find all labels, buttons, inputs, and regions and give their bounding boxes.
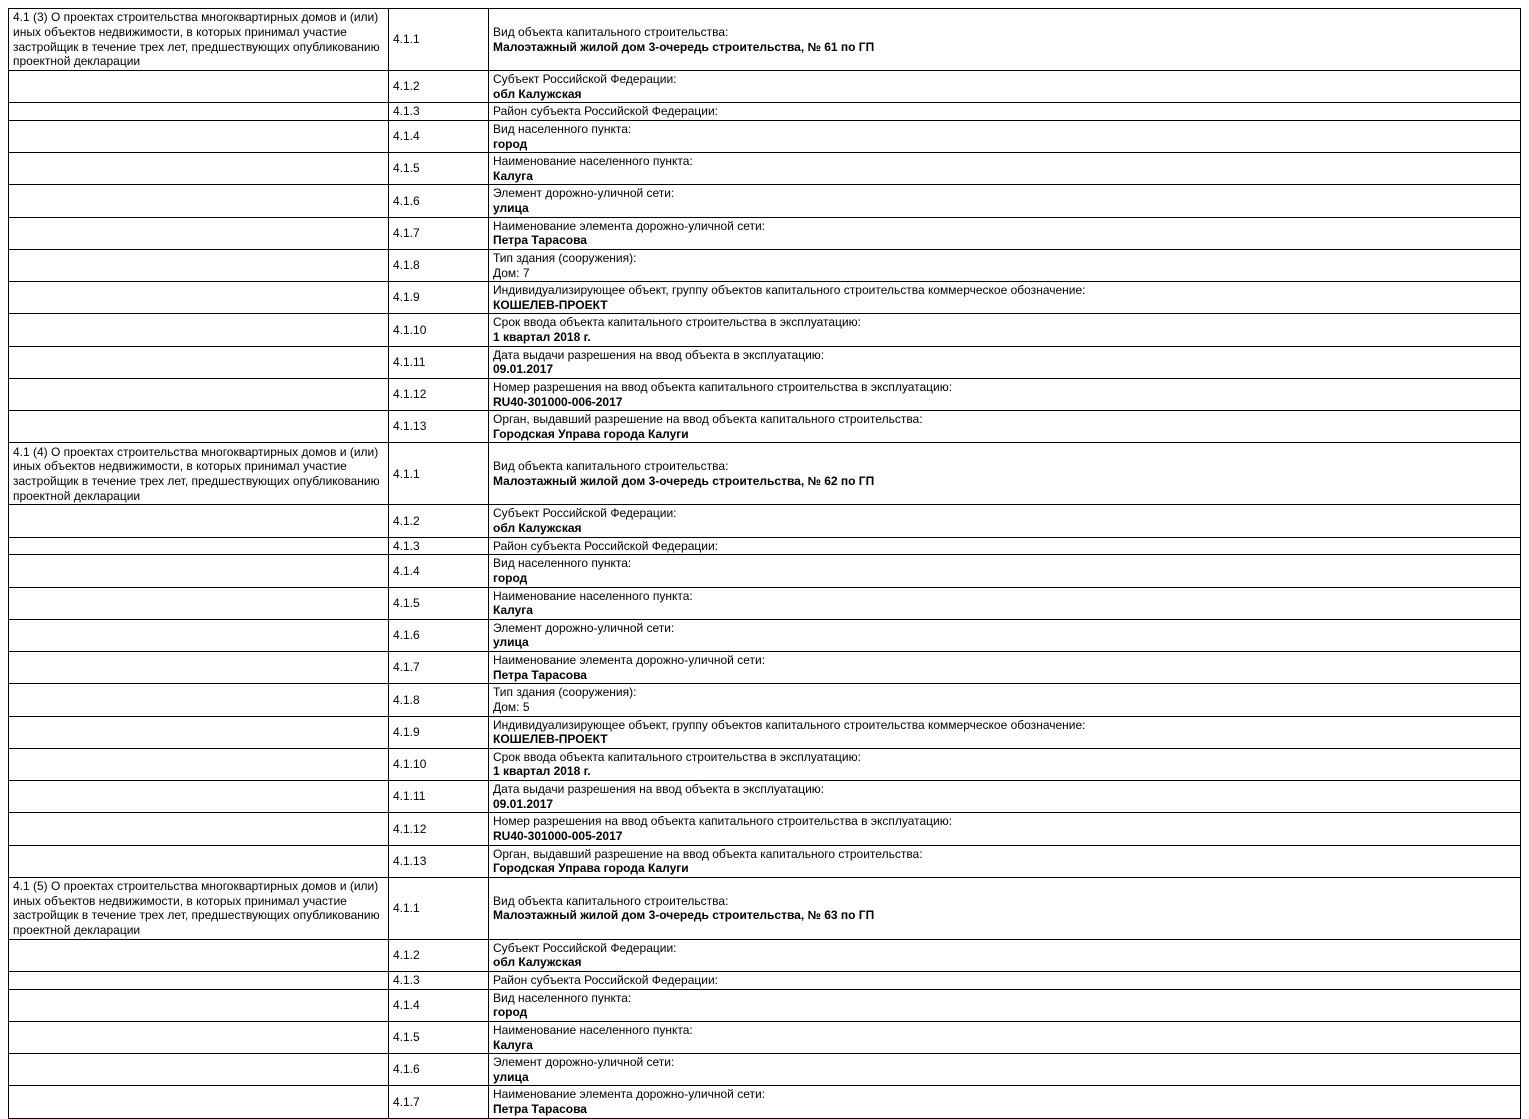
table-row: [9, 619, 1521, 651]
declaration-table: [8, 8, 1521, 1119]
field-label: Район субъекта Российской Федерации:: [493, 538, 718, 553]
row-content-cell: [489, 1086, 1521, 1118]
row-content-cell: [489, 71, 1521, 103]
row-content-cell: [489, 587, 1521, 619]
row-content-cell: [489, 972, 1521, 990]
empty-description-cell: [9, 185, 389, 217]
field-label: Дата выдачи разрешения на ввод объекта в эксплуатацию:: [493, 782, 825, 796]
field-value: 09.01.2017: [493, 362, 554, 377]
empty-description-cell: [9, 972, 389, 990]
field-label: Субъект Российской Федерации:: [493, 940, 677, 955]
table-row: [9, 877, 1521, 939]
empty-description-cell: [9, 1086, 389, 1118]
field-value: улица: [493, 1069, 529, 1084]
row-content-cell: [489, 346, 1521, 378]
table-row: [9, 185, 1521, 217]
row-content-cell: [489, 813, 1521, 845]
row-content-cell: [489, 537, 1521, 555]
table-row: [9, 314, 1521, 346]
field-label: Срок ввода объекта капитального строительства в эксплуатацию:: [493, 315, 861, 330]
field-value: Малоэтажный жилой дом 3-очередь строительства, № 61 по ГП: [493, 39, 875, 54]
field-value: Малоэтажный жилой дом 3-очередь строительства, № 62 по ГП: [493, 473, 875, 488]
row-content-cell: [489, 185, 1521, 217]
field-label: Наименование элемента дорожно-уличной сети:: [493, 218, 766, 233]
row-number-cell: 4.1.9: [389, 282, 489, 314]
table-row: [9, 153, 1521, 185]
field-label: Наименование населенного пункта:: [493, 588, 693, 603]
row-content-cell: [489, 103, 1521, 121]
field-label: Вид объекта капитального строительства:: [493, 24, 729, 39]
row-number-cell: 4.1.3: [389, 537, 489, 555]
table-row: [9, 443, 1521, 505]
empty-description-cell: [9, 346, 389, 378]
row-content-cell: [489, 877, 1521, 939]
field-value: Калуга: [493, 1037, 533, 1052]
row-number-cell: 4.1.7: [389, 217, 489, 249]
field-value: обл Калужская: [493, 86, 582, 101]
empty-description-cell: [9, 845, 389, 877]
empty-description-cell: [9, 249, 389, 281]
field-value: Петра Тарасова: [493, 667, 587, 682]
row-content-cell: [489, 443, 1521, 505]
field-label: Вид объекта капитального строительства:: [493, 459, 729, 474]
field-value: Петра Тарасова: [493, 233, 587, 248]
field-value: 1 квартал 2018 г.: [493, 330, 591, 344]
row-content-cell: [489, 249, 1521, 281]
field-label: Тип здания (сооружения):: [493, 250, 637, 265]
table-row: [9, 972, 1521, 990]
row-number-cell: 4.1.12: [389, 378, 489, 410]
row-content-cell: [489, 378, 1521, 410]
empty-description-cell: [9, 1054, 389, 1086]
field-value: RU40-301000-005-2017: [493, 828, 623, 843]
field-value: обл Калужская: [493, 521, 582, 535]
table-row: [9, 378, 1521, 410]
field-label: Орган, выдавший разрешение на ввод объекта капитального строительства:: [493, 412, 923, 427]
table-row: [9, 71, 1521, 103]
row-content-cell: [489, 619, 1521, 651]
field-value: улица: [493, 635, 529, 650]
section-description-cell: [9, 877, 389, 939]
table-row: [9, 716, 1521, 748]
field-label: Элемент дорожно-уличной сети:: [493, 186, 675, 201]
empty-description-cell: [9, 71, 389, 103]
row-number-cell: 4.1.5: [389, 153, 489, 185]
table-row: [9, 1086, 1521, 1118]
row-number-cell: 4.1.2: [389, 71, 489, 103]
table-row: [9, 684, 1521, 716]
row-number-cell: 4.1.1: [389, 443, 489, 505]
field-value: Калуга: [493, 168, 533, 183]
row-number-cell: 4.1.3: [389, 103, 489, 121]
table-row: [9, 652, 1521, 684]
field-label: Вид населенного пункта:: [493, 990, 632, 1005]
row-number-cell: 4.1.1: [389, 9, 489, 71]
field-label: Элемент дорожно-уличной сети:: [493, 620, 675, 635]
table-row: [9, 813, 1521, 845]
field-value: Городская Управа города Калуги: [493, 426, 689, 441]
section-description-cell: [9, 9, 389, 71]
field-label: Вид населенного пункта:: [493, 556, 632, 571]
row-number-cell: 4.1.13: [389, 411, 489, 443]
row-content-cell: [489, 217, 1521, 249]
row-number-cell: 4.1.12: [389, 813, 489, 845]
field-value: обл Калужская: [493, 955, 582, 970]
section-description-cell: [9, 443, 389, 505]
row-number-cell: 4.1.11: [389, 346, 489, 378]
field-value: 09.01.2017: [493, 796, 554, 811]
field-value: КОШЕЛЕВ-ПРОЕКТ: [493, 297, 608, 312]
table-row: [9, 989, 1521, 1021]
table-row: [9, 1021, 1521, 1053]
empty-description-cell: [9, 103, 389, 121]
row-number-cell: 4.1.10: [389, 748, 489, 780]
row-number-cell: 4.1.6: [389, 185, 489, 217]
table-row: [9, 249, 1521, 281]
empty-description-cell: [9, 378, 389, 410]
row-number-cell: 4.1.5: [389, 1021, 489, 1053]
field-label: Вид населенного пункта:: [493, 121, 632, 136]
table-row: [9, 346, 1521, 378]
field-value: Городская Управа города Калуги: [493, 861, 689, 876]
row-number-cell: 4.1.10: [389, 314, 489, 346]
table-row: [9, 845, 1521, 877]
field-label: Наименование населенного пункта:: [493, 154, 693, 169]
row-number-cell: 4.1.7: [389, 1086, 489, 1118]
field-value: улица: [493, 201, 529, 215]
field-label: Номер разрешения на ввод объекта капитального строительства в эксплуатацию:: [493, 814, 953, 829]
row-content-cell: [489, 781, 1521, 813]
empty-description-cell: [9, 652, 389, 684]
row-number-cell: 4.1.11: [389, 781, 489, 813]
empty-description-cell: [9, 748, 389, 780]
empty-description-cell: [9, 411, 389, 443]
row-content-cell: [489, 120, 1521, 152]
empty-description-cell: [9, 282, 389, 314]
section-description: 4.1 (5) О проектах строительства многоквартирных домов и (или) иных объектов недвижимости, в которых принимал участие застройщик в течение трех лет, предшествующих опубликованию проектной декларации: [13, 879, 380, 937]
table-row: [9, 587, 1521, 619]
empty-description-cell: [9, 120, 389, 152]
table-row: [9, 411, 1521, 443]
field-label: Вид объекта капитального строительства:: [493, 893, 729, 908]
row-content-cell: [489, 9, 1521, 71]
empty-description-cell: [9, 684, 389, 716]
field-label: Наименование элемента дорожно-уличной сети:: [493, 1087, 766, 1102]
field-value: 1 квартал 2018 г.: [493, 764, 591, 779]
table-row: [9, 939, 1521, 971]
empty-description-cell: [9, 989, 389, 1021]
empty-description-cell: [9, 813, 389, 845]
section-description: 4.1 (3) О проектах строительства многоквартирных домов и (или) иных объектов недвижимости, в которых принимал участие застройщик в течение трех лет, предшествующих опубликованию проектной декларации: [13, 10, 380, 69]
table-row: [9, 555, 1521, 587]
row-number-cell: 4.1.2: [389, 505, 489, 537]
table-row: [9, 120, 1521, 152]
empty-description-cell: [9, 619, 389, 651]
empty-description-cell: [9, 153, 389, 185]
field-value: Малоэтажный жилой дом 3-очередь строительства, № 63 по ГП: [493, 908, 875, 923]
field-label: Дата выдачи разрешения на ввод объекта в эксплуатацию:: [493, 347, 825, 362]
row-content-cell: [489, 845, 1521, 877]
empty-description-cell: [9, 781, 389, 813]
row-number-cell: 4.1.5: [389, 587, 489, 619]
row-content-cell: [489, 748, 1521, 780]
table-row: [9, 282, 1521, 314]
row-content-cell: [489, 1021, 1521, 1053]
field-value: RU40-301000-006-2017: [493, 394, 623, 409]
table-row: [9, 537, 1521, 555]
field-value: КОШЕЛЕВ-ПРОЕКТ: [493, 732, 608, 747]
field-label: Наименование населенного пункта:: [493, 1022, 693, 1037]
field-value: Калуга: [493, 603, 533, 618]
row-content-cell: [489, 716, 1521, 748]
field-label: Район субъекта Российской Федерации:: [493, 973, 718, 987]
row-number-cell: 4.1.9: [389, 716, 489, 748]
empty-description-cell: [9, 217, 389, 249]
row-number-cell: 4.1.6: [389, 619, 489, 651]
row-content-cell: [489, 652, 1521, 684]
row-content-cell: [489, 989, 1521, 1021]
field-label: Индивидуализирующее объект, группу объектов капитального строительства коммерческое обозначение:: [493, 283, 1086, 298]
table-row: [9, 781, 1521, 813]
empty-description-cell: [9, 939, 389, 971]
table-row: [9, 1054, 1521, 1086]
field-label: Срок ввода объекта капитального строительства в эксплуатацию:: [493, 749, 861, 764]
row-number-cell: 4.1.3: [389, 972, 489, 990]
row-content-cell: [489, 282, 1521, 314]
field-value: Дом: 5: [493, 699, 530, 714]
field-label: Наименование элемента дорожно-уличной сети:: [493, 653, 766, 667]
empty-description-cell: [9, 537, 389, 555]
row-content-cell: [489, 153, 1521, 185]
field-label: Субъект Российской Федерации:: [493, 72, 677, 86]
row-number-cell: 4.1.8: [389, 249, 489, 281]
field-value: Дом: 7: [493, 265, 530, 280]
empty-description-cell: [9, 555, 389, 587]
row-number-cell: 4.1.13: [389, 845, 489, 877]
section-description: 4.1 (4) О проектах строительства многоквартирных домов и (или) иных объектов недвижимости, в которых принимал участие застройщик в течение трех лет, предшествующих опубликованию проектной декларации: [13, 444, 380, 503]
table-row: [9, 505, 1521, 537]
field-value: город: [493, 136, 528, 151]
row-content-cell: [489, 555, 1521, 587]
field-label: Орган, выдавший разрешение на ввод объекта капитального строительства:: [493, 846, 923, 861]
table-row: [9, 9, 1521, 71]
field-label: Номер разрешения на ввод объекта капитального строительства в эксплуатацию:: [493, 379, 953, 394]
table-row: [9, 748, 1521, 780]
field-label: Субъект Российской Федерации:: [493, 506, 677, 521]
field-label: Элемент дорожно-уличной сети:: [493, 1055, 675, 1070]
row-number-cell: 4.1.2: [389, 939, 489, 971]
empty-description-cell: [9, 1021, 389, 1053]
row-number-cell: 4.1.1: [389, 877, 489, 939]
table-row: [9, 217, 1521, 249]
row-number-cell: 4.1.4: [389, 555, 489, 587]
row-content-cell: [489, 939, 1521, 971]
row-number-cell: 4.1.8: [389, 684, 489, 716]
row-number-cell: 4.1.4: [389, 120, 489, 152]
row-content-cell: [489, 411, 1521, 443]
row-number-cell: 4.1.4: [389, 989, 489, 1021]
row-number-cell: 4.1.7: [389, 652, 489, 684]
declaration-table-body: [9, 9, 1521, 1119]
empty-description-cell: [9, 587, 389, 619]
field-label: Тип здания (сооружения):: [493, 685, 637, 700]
empty-description-cell: [9, 314, 389, 346]
row-content-cell: [489, 314, 1521, 346]
row-content-cell: [489, 684, 1521, 716]
empty-description-cell: [9, 505, 389, 537]
table-row: [9, 103, 1521, 121]
field-value: Петра Тарасова: [493, 1102, 587, 1116]
field-value: город: [493, 1005, 528, 1020]
field-label: Район субъекта Российской Федерации:: [493, 104, 718, 119]
row-content-cell: [489, 1054, 1521, 1086]
row-number-cell: 4.1.6: [389, 1054, 489, 1086]
empty-description-cell: [9, 716, 389, 748]
row-content-cell: [489, 505, 1521, 537]
field-label: Индивидуализирующее объект, группу объектов капитального строительства коммерческое обозначение:: [493, 717, 1086, 732]
field-value: город: [493, 570, 528, 585]
